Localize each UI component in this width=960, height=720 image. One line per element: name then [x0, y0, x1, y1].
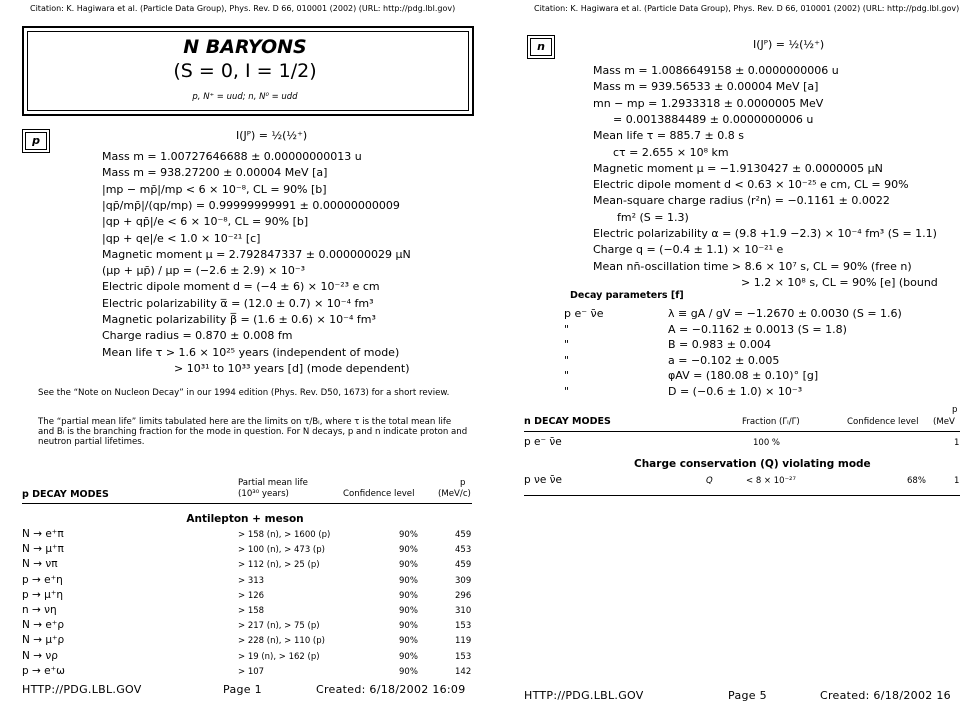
partial-mean-life: > 107 [238, 666, 265, 677]
decay-parameter-mode: " [564, 322, 570, 336]
footer-url: HTTP://PDG.LBL.GOV [524, 689, 644, 702]
property-line: |qp + qe|/e < 1.0 × 10⁻²¹ [c] [102, 231, 261, 245]
footer-created: Created: 6/18/2002 16:09 [316, 683, 466, 696]
decay-parameter-value: φAV = (180.08 ± 0.10)° [g] [668, 369, 819, 382]
page-gutter [480, 0, 520, 720]
confidence-level: 90% [399, 621, 418, 632]
momentum: 142 [455, 666, 472, 677]
property-line: (μp + μp̄) / μp = (−2.6 ± 2.9) × 10⁻³ [102, 264, 306, 278]
property-line: mn − mp = 1.2933318 ± 0.0000005 MeV [593, 96, 824, 110]
note-partial-mean-life: The “partial mean life” limits tabulated here are the limits on τ/Bᵢ, where τ is the total mean life and Bᵢ is the branching fraction for the mode in question. For N decays, p and n indicate proton and neutron partial lifetimes. [38, 417, 468, 448]
decay-parameter-value: D = (−0.6 ± 1.0) × 10⁻³ [668, 384, 803, 398]
col-partial-mean-life: Partial mean life [238, 478, 308, 488]
q-flag: Q [706, 476, 713, 486]
momentum: 296 [455, 590, 472, 601]
momentum: 153 [455, 651, 472, 662]
property-line: cτ = 2.655 × 10⁸ km [613, 145, 729, 159]
property-line: Mean nn̄-oscillation time > 8.6 × 10⁷ s, CL = 90% (free n) [593, 259, 912, 273]
confidence-level: 90% [399, 530, 418, 540]
decay-modes-title: n DECAY MODES [524, 416, 611, 427]
momentum: 453 [455, 545, 472, 556]
partial-mean-life: > 126 [238, 590, 265, 601]
page-title: N BARYONS [183, 36, 307, 58]
momentum: 153 [455, 621, 472, 632]
isospin-spin-parity: I(Jᴾ) = ½(½⁺) [236, 129, 308, 142]
momentum: 309 [455, 575, 472, 586]
page-5 [520, 0, 960, 720]
momentum: 310 [455, 606, 472, 616]
partial-mean-life: > 228 (n), > 110 (p) [238, 636, 325, 647]
decay-mode: p → μ⁺η [22, 588, 64, 601]
property-line: Electric polarizability α = (9.8 +1.9 −2.3) × 10⁻⁴ fm³ (S = 1.1) [593, 227, 937, 240]
property-line: Mass m = 1.0086649158 ± 0.0000000006 u [593, 64, 839, 77]
partial-mean-life: > 100 (n), > 473 (p) [238, 545, 325, 556]
partial-mean-life: > 313 [238, 575, 265, 586]
decay-parameter-value: λ ≡ gA / gV = −1.2670 ± 0.0030 (S = 1.6) [668, 307, 902, 320]
col-partial-mean-life-unit: (10³⁰ years) [238, 489, 289, 499]
citation: Citation: K. Hagiwara et al. (Particle Data Group), Phys. Rev. D 66, 010001 (2002) (URL: http://pdg.lbl.gov) [30, 4, 456, 13]
property-line: Magnetic moment μ = 2.792847337 ± 0.000000029 μN [102, 247, 411, 261]
property-line: Mean life τ > 1.6 × 10²⁵ years (independent of mode) [102, 345, 400, 359]
property-line: = 0.0013884489 ± 0.0000000006 u [613, 112, 814, 126]
decay-mode: N → e⁺ρ [22, 619, 64, 632]
partial-mean-life: > 19 (n), > 162 (p) [238, 651, 320, 662]
confidence-level: 90% [399, 590, 418, 601]
col-confidence-level: Confidence level [847, 417, 919, 427]
property-line: Electric polarizability α̅ = (12.0 ± 0.7) × 10⁻⁴ fm³ [102, 296, 374, 310]
momentum: 1 [954, 438, 960, 448]
confidence-level: 90% [399, 636, 418, 647]
note-nucleon-decay: See the “Note on Nucleon Decay” in our 1994 edition (Phys. Rev. D50, 1673) for a short review. [38, 388, 450, 398]
decay-parameter-mode: " [564, 338, 570, 351]
property-line: fm² (S = 1.3) [617, 210, 689, 224]
property-line: Electric dipole moment d < 0.63 × 10⁻²⁵ e cm, CL = 90% [593, 178, 909, 192]
decay-mode: N → νρ [22, 649, 58, 662]
property-line: > 1.2 × 10⁸ s, CL = 90% [e] (bound [741, 275, 938, 289]
property-line: Charge radius = 0.870 ± 0.008 fm [102, 329, 293, 343]
decay-mode: p → e⁺ω [22, 664, 65, 677]
col-momentum: p [952, 405, 958, 415]
property-line: |mp − mp̄|/mp < 6 × 10⁻⁸, CL = 90% [b] [102, 182, 327, 196]
property-line: Mass m = 938.27200 ± 0.00004 MeV [a] [102, 166, 328, 180]
col-momentum-unit: (MeV/c) [438, 489, 471, 499]
confidence-level: 90% [399, 606, 418, 616]
decay-mode: n → νη [22, 604, 57, 616]
table-rule [22, 503, 472, 504]
property-line: Charge q = (−0.4 ± 1.1) × 10⁻²¹ e [593, 243, 784, 257]
table-rule [524, 431, 960, 432]
decay-parameter-mode: " [564, 384, 570, 398]
property-line: Electric dipole moment d = (−4 ± 6) × 10⁻²³ e cm [102, 280, 380, 294]
table-bottom-rule [524, 495, 960, 496]
confidence-level: 90% [399, 651, 418, 662]
decay-mode: N → e⁺π [22, 528, 64, 540]
partial-mean-life: > 112 (n), > 25 (p) [238, 560, 320, 571]
particle-badge: p [22, 129, 50, 153]
decay-parameter-value: a = −0.102 ± 0.005 [668, 353, 780, 367]
confidence-level: 68% [907, 476, 926, 486]
footer-page: Page 5 [728, 689, 767, 702]
property-line: Mass m = 939.56533 ± 0.00004 MeV [a] [593, 80, 819, 94]
property-line: Magnetic moment μ = −1.9130427 ± 0.0000005 μN [593, 161, 883, 175]
decay-mode: p e⁻ ν̄e [524, 436, 562, 448]
fraction: 100 % [753, 438, 781, 448]
section-antilepton-meson: Antilepton + meson [186, 513, 304, 525]
decay-parameter-value: B = 0.983 ± 0.004 [668, 338, 771, 351]
momentum: 459 [455, 530, 472, 540]
confidence-level: 90% [399, 666, 418, 677]
decay-parameter-mode: " [564, 353, 570, 367]
footer-created: Created: 6/18/2002 16 [820, 689, 951, 702]
decay-mode: N → μ⁺π [22, 543, 64, 556]
decay-mode: N → μ⁺ρ [22, 634, 65, 647]
fraction: < 8 × 10⁻²⁷ [746, 476, 796, 486]
momentum: 1 [954, 476, 960, 486]
col-confidence-level: Confidence level [343, 489, 415, 499]
col-momentum: p [460, 478, 466, 488]
momentum: 459 [455, 560, 472, 571]
decay-parameter-mode: " [564, 369, 570, 382]
quark-content: p, N⁺ = uud; n, N⁰ = udd [192, 92, 298, 102]
footer-page: Page 1 [223, 683, 262, 696]
page-subtitle: (S = 0, I = 1/2) [173, 60, 317, 82]
property-line: Magnetic polarizability β̅ = (1.6 ± 0.6) × 10⁻⁴ fm³ [102, 313, 376, 326]
confidence-level: 90% [399, 560, 418, 571]
col-fraction: Fraction (Γᵢ/Γ) [742, 417, 800, 427]
confidence-level: 90% [399, 575, 418, 586]
particle-badge: n [527, 35, 555, 59]
section-charge-violating: Charge conservation (Q) violating mode [634, 458, 871, 470]
decay-mode: p → e⁺η [22, 573, 63, 586]
momentum: 119 [455, 636, 472, 647]
decay-mode: N → νπ [22, 558, 58, 571]
footer-url: HTTP://PDG.LBL.GOV [22, 683, 142, 696]
decay-modes-title: p DECAY MODES [22, 489, 109, 500]
decay-parameter-mode: p e⁻ ν̄e [564, 307, 604, 320]
property-line: |qp̄/mp̄|/(qp/mp) = 0.99999999991 ± 0.00000000009 [102, 198, 400, 212]
decay-parameter-value: A = −0.1162 ± 0.0013 (S = 1.8) [668, 322, 847, 336]
property-line: Mass m = 1.00727646688 ± 0.00000000013 u [102, 150, 362, 163]
decay-parameters-title: Decay parameters [f] [570, 290, 684, 301]
decay-mode: p νe ν̄e [524, 474, 562, 486]
confidence-level: 90% [399, 545, 418, 556]
property-line: Mean life τ = 885.7 ± 0.8 s [593, 129, 744, 143]
isospin-spin-parity: I(Jᴾ) = ½(½⁺) [753, 38, 825, 51]
citation: Citation: K. Hagiwara et al. (Particle Data Group), Phys. Rev. D 66, 010001 (2002) (URL: http://pdg.lbl.gov) [534, 4, 960, 13]
property-line: |qp + qp̄|/e < 6 × 10⁻⁸, CL = 90% [b] [102, 215, 309, 229]
partial-mean-life: > 158 [238, 606, 265, 616]
property-line: Mean-square charge radius ⟨r²n⟩ = −0.1161 ± 0.0022 [593, 194, 890, 208]
partial-mean-life: > 217 (n), > 75 (p) [238, 621, 320, 632]
partial-mean-life: > 158 (n), > 1600 (p) [238, 530, 331, 540]
property-line: > 10³¹ to 10³³ years [d] (mode dependent) [174, 361, 410, 375]
col-momentum-unit: (MeV [933, 417, 955, 427]
